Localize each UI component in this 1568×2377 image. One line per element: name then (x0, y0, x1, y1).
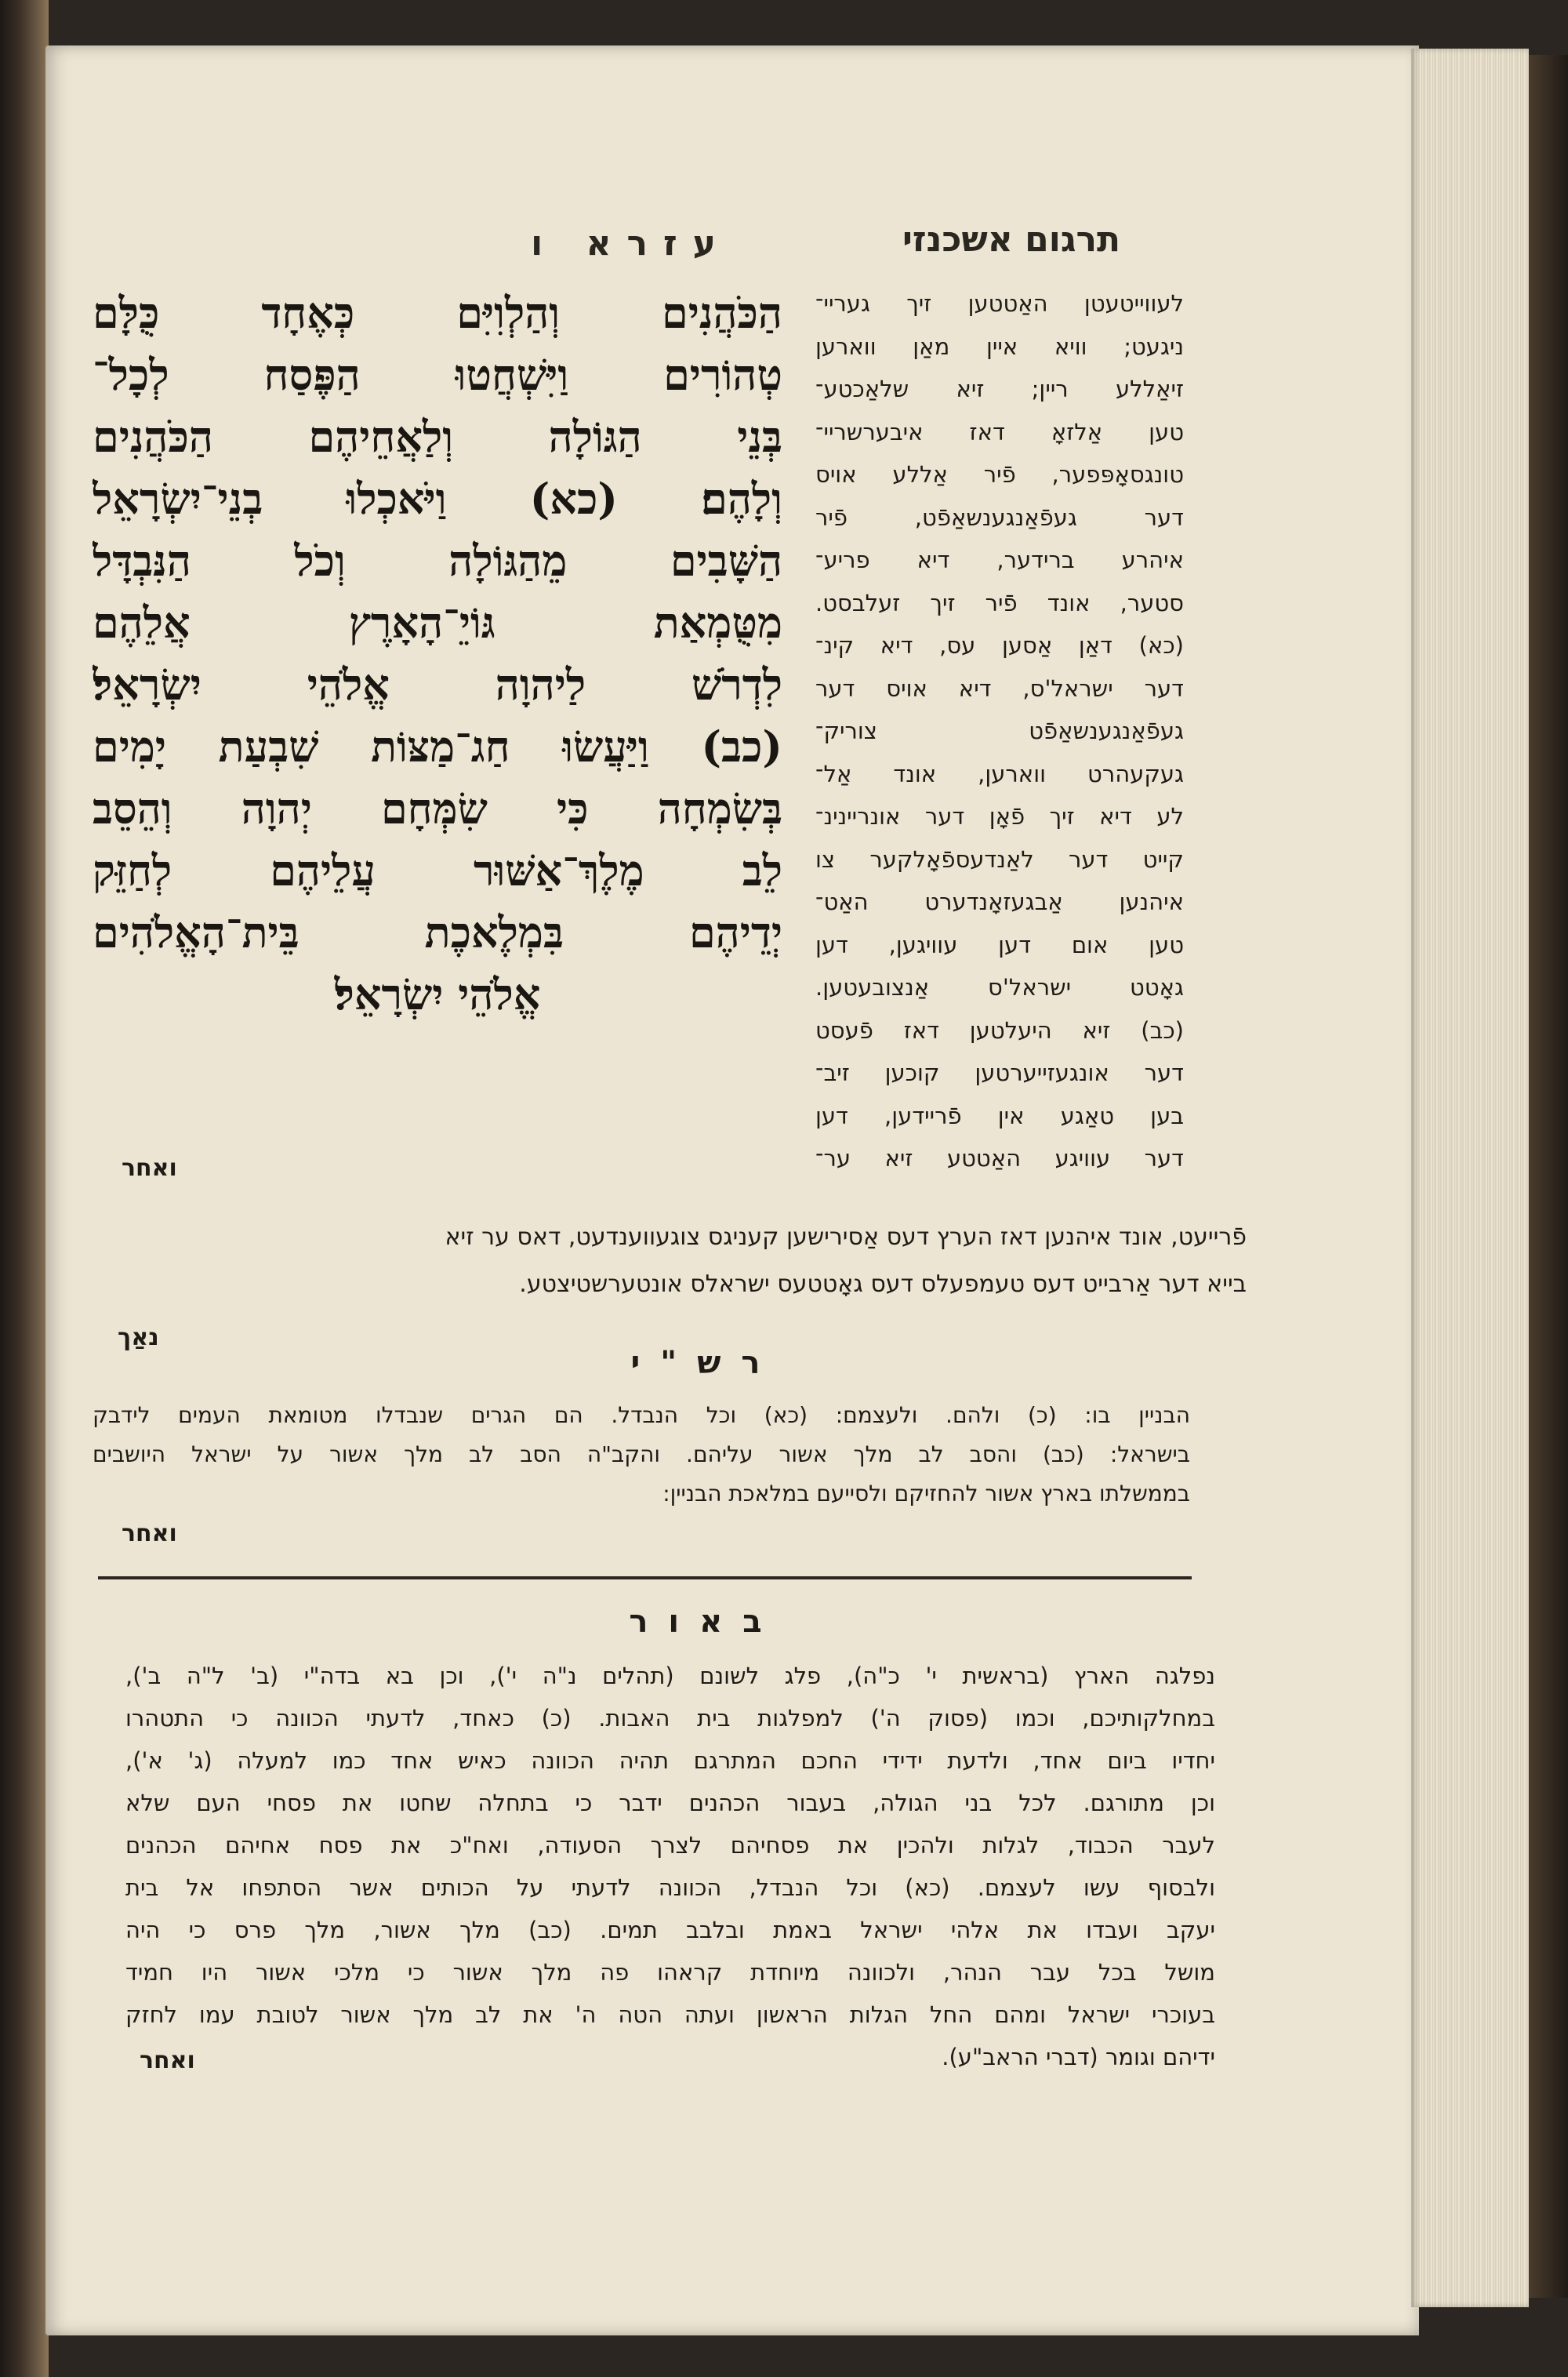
verse-line: בְּנֵי הַגּוֹלָה וְלַאֲחֵיהֶם הַכֹּהֲנִים (93, 412, 782, 462)
biur-line: מושל בכל עבר הנהר, ולכוונה מיוחדת קראהו פה מלך אשור כי מלכי אשור היו חמיד (125, 1959, 1215, 1986)
book-binding-left (0, 0, 49, 2377)
verse-line: אֱלֹהֵי יִשְׂרָאֵל׃ (334, 969, 541, 1019)
biur-commentary (125, 1655, 1215, 2078)
targum-line: גאָטט ישראל'ס אַנצובעטען. (815, 974, 1184, 1001)
verse-line: מִטֻּמְאַת גּוֹיֵ־הָאָרֶץ אֲלֵהֶם (93, 598, 782, 648)
biur-heading: באור (629, 1604, 782, 1640)
rashi-heading: רש"י (630, 1345, 781, 1381)
targum-line: טונגסאָפּפער, פֿיר אַללע אויס (815, 461, 1184, 488)
catchword-rashi: ואחר (122, 1520, 177, 1547)
targum-continuation-line: בייא דער אַרבייט דעס טעמפעלס דעס גאָטטעס ישראלס אונטערשטיצטע. (519, 1270, 1247, 1298)
targum-line: (כב) זיא היעלטען דאז פֿעסט (815, 1016, 1184, 1044)
rashi-line: בישראל: (כב) והסב לב מלך אשור עליהם. והקב"ה הסב לב מלך אשור על ישראל היושבים (93, 1441, 1190, 1467)
targum-line: קייט דער לאַנדעספֿאָלקער צו (815, 845, 1184, 873)
targum-line: לע דיא זיך פֿאָן דער אונריינינ־ (815, 803, 1184, 830)
targum-continuation (165, 1214, 1247, 1308)
verse-line: וְלָהֶם׃ (כא) וַיֹּאכְלוּ בְנֵי־יִשְׂרָאֵל (93, 474, 782, 524)
targum-line: סטער, אונד פֿיר זיך זעלבסט. (815, 589, 1184, 616)
biur-line: נפלגה הארץ (בראשית י' כ"ה), פלג לשונם (תהלים נ"ה י'), וכן בא בדה"י (ב' ל"ה ב'), (125, 1663, 1215, 1689)
verse-line: טְהוֹרִים וַיִּשְׁחֲטוּ הַפֶּסַח לְכָל־ (93, 350, 782, 400)
targum-line: לעווייטעטן האַטטען זיך געריי־ (815, 290, 1184, 317)
targum-line: טען אַלזאָ דאז איבערשריי־ (815, 418, 1184, 445)
verse-line: הַשָּׁבִים מֵהַגּוֹלָה וְכֹל הַנִּבְדָּל (93, 536, 782, 586)
rashi-commentary (93, 1396, 1190, 1514)
catchword-biblical: ואחר (122, 1154, 177, 1182)
targum-line: (כא) דאַן אַסען עס, דיא קינ־ (815, 632, 1184, 659)
biur-line: בעוכרי ישראל ומהם החל הגלות הראשון ועתה הטה ה' את לב מלך אשור לטובת עמו לחזק (125, 2001, 1215, 2028)
targum-line: דער אונגעזייערטען קוכען זיב־ (815, 1059, 1184, 1086)
targum-line: דער געפֿאַנגענשאַפֿט, פֿיר (815, 503, 1184, 531)
targum-line: איהרע ברידער, דיא פריע־ (815, 547, 1184, 573)
targum-line: דער עוויגע האַטטע זיא ער־ (815, 1145, 1184, 1172)
book-cover-edge (1529, 55, 1568, 2298)
targum-line: זיאַללע ריין; זיא שלאַכטע־ (815, 376, 1184, 402)
verse-line: יְדֵיהֶם בִּמְלֶאכֶת בֵּית־הָאֱלֹהִים (93, 907, 782, 958)
targum-column (815, 282, 1184, 1180)
section-divider (98, 1576, 1192, 1579)
targum-line: געפֿאַנגענשאַפֿט צוריק־ (815, 718, 1184, 744)
biur-line: במחלקותיכם, וכמו (פסוק ה') למפלגות בית האבות. (כ) כאחד, לדעתי הכוונה כי התטהרו (125, 1705, 1215, 1732)
biur-line: ידיהם וגומר (דברי הראב"ע). (942, 2044, 1215, 2070)
biur-line: וכן מתורגם. לכל בני הגולה, בעבור הכהנים ידבר כי בתחלה שחטו את פסחי העם שלא (125, 1790, 1215, 1816)
verse-line: לֵב מֶלֶךְ־אַשּׁוּר עֲלֵיהֶם לְחַזֵּק (93, 845, 782, 896)
targum-continuation-line: פֿרייעט, אונד איהנען דאז הערץ דעס אַסירישען קעניגס צוגעווענדעט, דאס ער זיא (445, 1223, 1247, 1251)
targum-line: ניגעט; וויא איין מאַן ווארען (815, 333, 1184, 360)
running-header-targum: תרגום אשכנזי (902, 220, 1121, 260)
targum-line: איהנען אַבגעזאָנדערט האַט־ (815, 889, 1184, 915)
targum-line: דער ישראל'ס, דיא אויס דער (815, 674, 1184, 702)
verse-line: הַכֹּהֲנִים וְהַלְוִיִּם כְּאֶחָד כֻּלָּם (93, 288, 782, 338)
biur-line: לעבר הכבוד, לגלות ולהכין את פסחיהם לצרך הסעודה, ואח"כ את פסח אחיהם הכהנים (125, 1832, 1215, 1859)
rashi-line: הבניין בו: (כ) ולהם. ולעצמם: (כא) וכל הנבדל. הם הגרים שנבדלו מטומאת העמים לידבק (93, 1402, 1190, 1428)
verse-line: בְּשִׂמְחָה כִּי שִׂמְּחָם יְהוָה וְהֵסֵב (93, 783, 782, 834)
targum-line: בען טאַגע אין פֿריידען, דען (815, 1102, 1184, 1129)
page-edges (1411, 49, 1529, 2307)
catchword-targum: נאַך (118, 1324, 159, 1351)
targum-line: טען אום דען עוויגען, דען (815, 931, 1184, 958)
targum-line: געקעהרט ווארען, אונד אַל־ (815, 760, 1184, 787)
biur-line: יעקב ועבדו את אלהי ישראל באמת ובלבב תמים. (כב) מלך אשור, מלך פרס כי היה (125, 1917, 1215, 1943)
verse-line: (כב) וַיַּעֲשׂוּ חַג־מַצּוֹת שִׁבְעַת יָמִים (93, 721, 782, 772)
biblical-text-column (93, 282, 782, 1026)
rashi-line: בממשלתו בארץ אשור להחזיקם ולסייעם במלאכת הבניין: (662, 1481, 1190, 1507)
verse-line: לִדְרֹשׁ לַיהוָה אֱלֹהֵי יִשְׂרָאֵל׃ (93, 660, 782, 710)
running-header-book-chapter: עזרא ו (531, 224, 731, 264)
biur-line: ולבסוף עשו לעצמם. (כא) וכל הנבדל, הכוונה לדעתי על הכותים אשר הסתפחו אל בית (125, 1874, 1215, 1901)
biur-line: יחדיו ביום אחד, ולדעת ידידי החכם המתרגם תהיה הכוונה כאיש אחד כמו למעלה (ג' א'), (125, 1747, 1215, 1774)
catchword-biur: ואחר (140, 2047, 195, 2074)
